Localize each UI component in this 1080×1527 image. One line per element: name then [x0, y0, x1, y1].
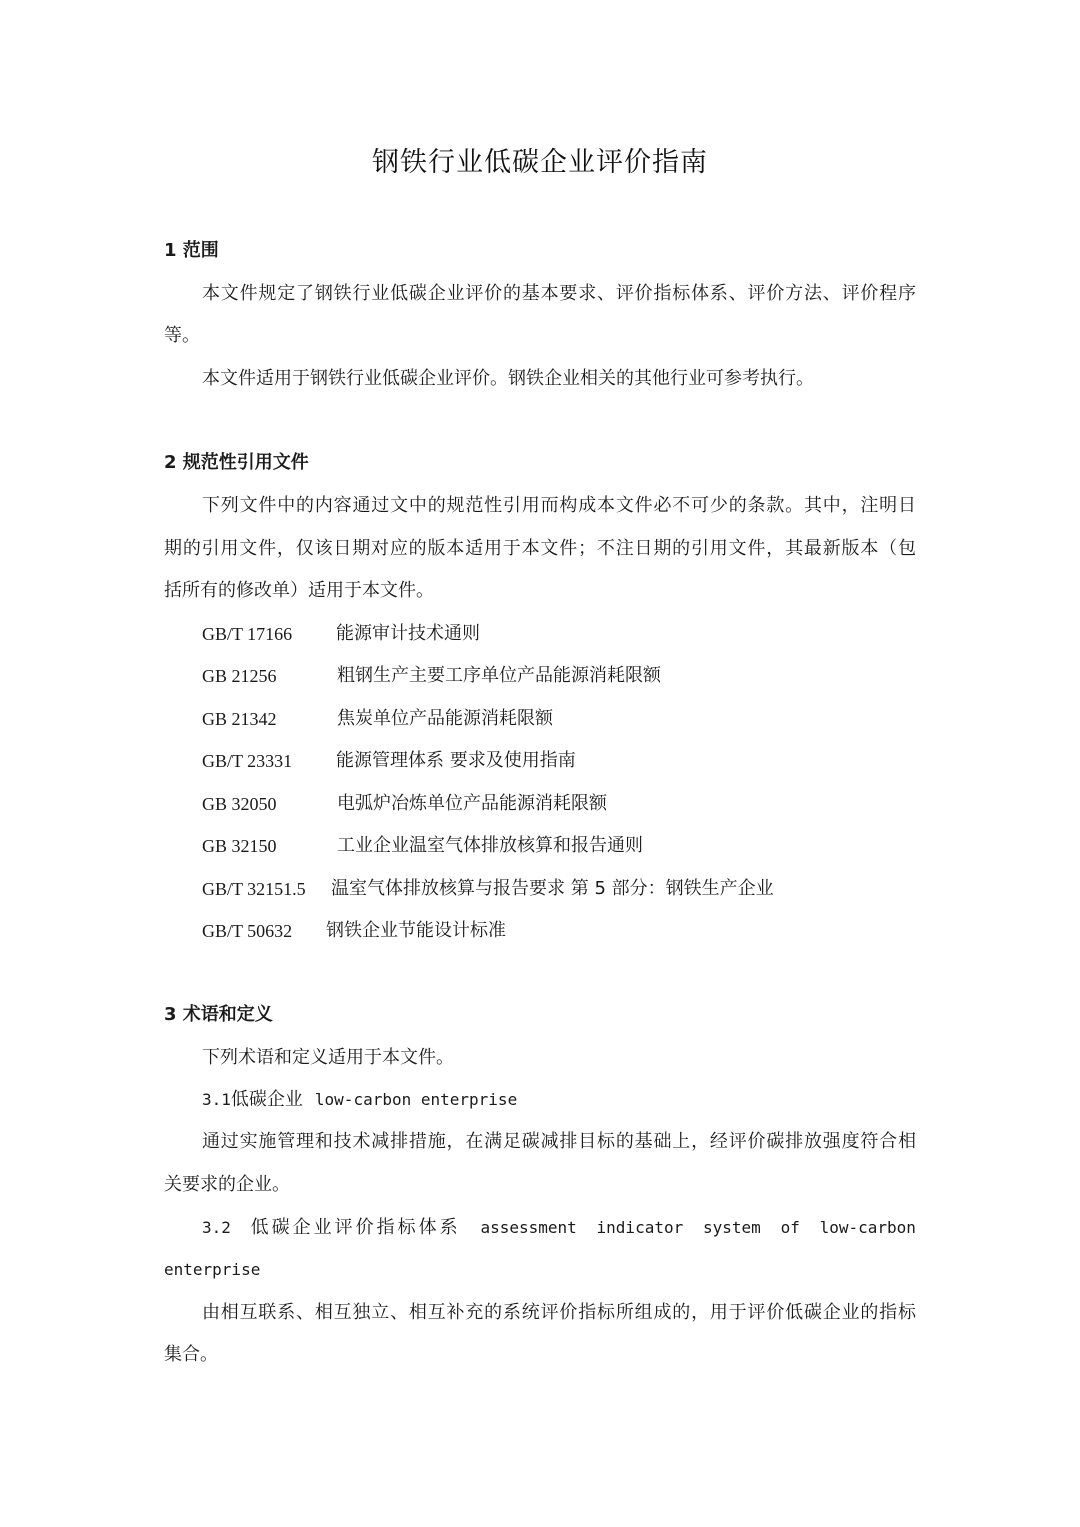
reference-code: GB 21342 — [202, 709, 277, 729]
term-english-word: assessment — [480, 1218, 577, 1237]
term-3-1-definition-line-1: 通过实施管理和技术减排措施，在满足碳减排目标的基础上，经评价碳排放强度符合相 — [202, 1131, 916, 1152]
term-english-word: system — [703, 1218, 761, 1237]
reference-code: GB/T 23331 — [202, 751, 293, 771]
term-english-word: indicator — [596, 1218, 684, 1237]
section-1-paragraph-2: 本文件适用于钢铁行业低碳企业评价。钢铁企业相关的其他行业可参考执行。 — [202, 368, 814, 389]
term-3-1-heading — [202, 1087, 517, 1113]
reference-code: GB/T 50632 — [202, 921, 293, 941]
term-english-word: low-carbon — [819, 1218, 916, 1237]
section-2-paragraph-line-2: 期的引用文件，仅该日期对应的版本适用于本文件；不注日期的引用文件，其最新版本（包 — [164, 538, 916, 559]
term-number: 3.2 — [202, 1218, 231, 1237]
reference-code: GB/T 32151.5 — [202, 879, 306, 899]
term-3-2-heading-continued: enterprise — [164, 1260, 261, 1279]
reference-title: 粗钢生产主要工序单位产品能源消耗限额 — [337, 665, 661, 686]
term-chinese: 低碳企业评价指标体系 — [250, 1217, 461, 1238]
reference-title: 工业企业温室气体排放核算和报告通则 — [337, 835, 643, 856]
term-3-2-definition-line-1: 由相互联系、相互独立、相互补充的系统评价指标所组成的，用于评价低碳企业的指标 — [202, 1302, 916, 1323]
reference-title: 电弧炉冶炼单位产品能源消耗限额 — [337, 793, 607, 814]
term-chinese: 低碳企业 — [230, 1089, 303, 1110]
reference-code: GB 32050 — [202, 794, 277, 814]
term-3-2-definition-line-2: 集合。 — [164, 1344, 218, 1365]
reference-title: 焦炭单位产品能源消耗限额 — [337, 708, 553, 729]
section-3-intro: 下列术语和定义适用于本文件。 — [202, 1047, 454, 1068]
section-1-paragraph-1-line-2: 等。 — [164, 325, 200, 346]
reference-title: 能源审计技术通则 — [336, 623, 480, 644]
reference-title: 钢铁企业节能设计标准 — [326, 920, 506, 941]
reference-code: GB/T 17166 — [202, 624, 293, 644]
section-1-heading: 1 范围 — [164, 240, 219, 261]
reference-title: 能源管理体系 要求及使用指南 — [336, 750, 576, 771]
term-3-2-heading — [202, 1215, 916, 1241]
section-2-heading: 2 规范性引用文件 — [164, 452, 309, 473]
section-1-paragraph-1-line-1: 本文件规定了钢铁行业低碳企业评价的基本要求、评价指标体系、评价方法、评价程序 — [202, 283, 916, 304]
document-title: 钢铁行业低碳企业评价指南 — [372, 147, 708, 178]
term-number: 3.1 — [202, 1090, 231, 1109]
term-english: low-carbon enterprise — [314, 1090, 518, 1109]
section-3-heading: 3 术语和定义 — [164, 1004, 273, 1025]
reference-title: 温室气体排放核算与报告要求 第 5 部分：钢铁生产企业 — [331, 878, 774, 899]
section-2-paragraph-line-3: 括所有的修改单）适用于本文件。 — [164, 580, 434, 601]
section-2-paragraph-line-1: 下列文件中的内容通过文中的规范性引用而构成本文件必不可少的条款。其中，注明日 — [202, 495, 916, 516]
term-3-1-definition-line-2: 关要求的企业。 — [164, 1174, 290, 1195]
term-english-word: of — [780, 1218, 800, 1237]
reference-code: GB 21256 — [202, 666, 277, 686]
reference-code: GB 32150 — [202, 836, 277, 856]
